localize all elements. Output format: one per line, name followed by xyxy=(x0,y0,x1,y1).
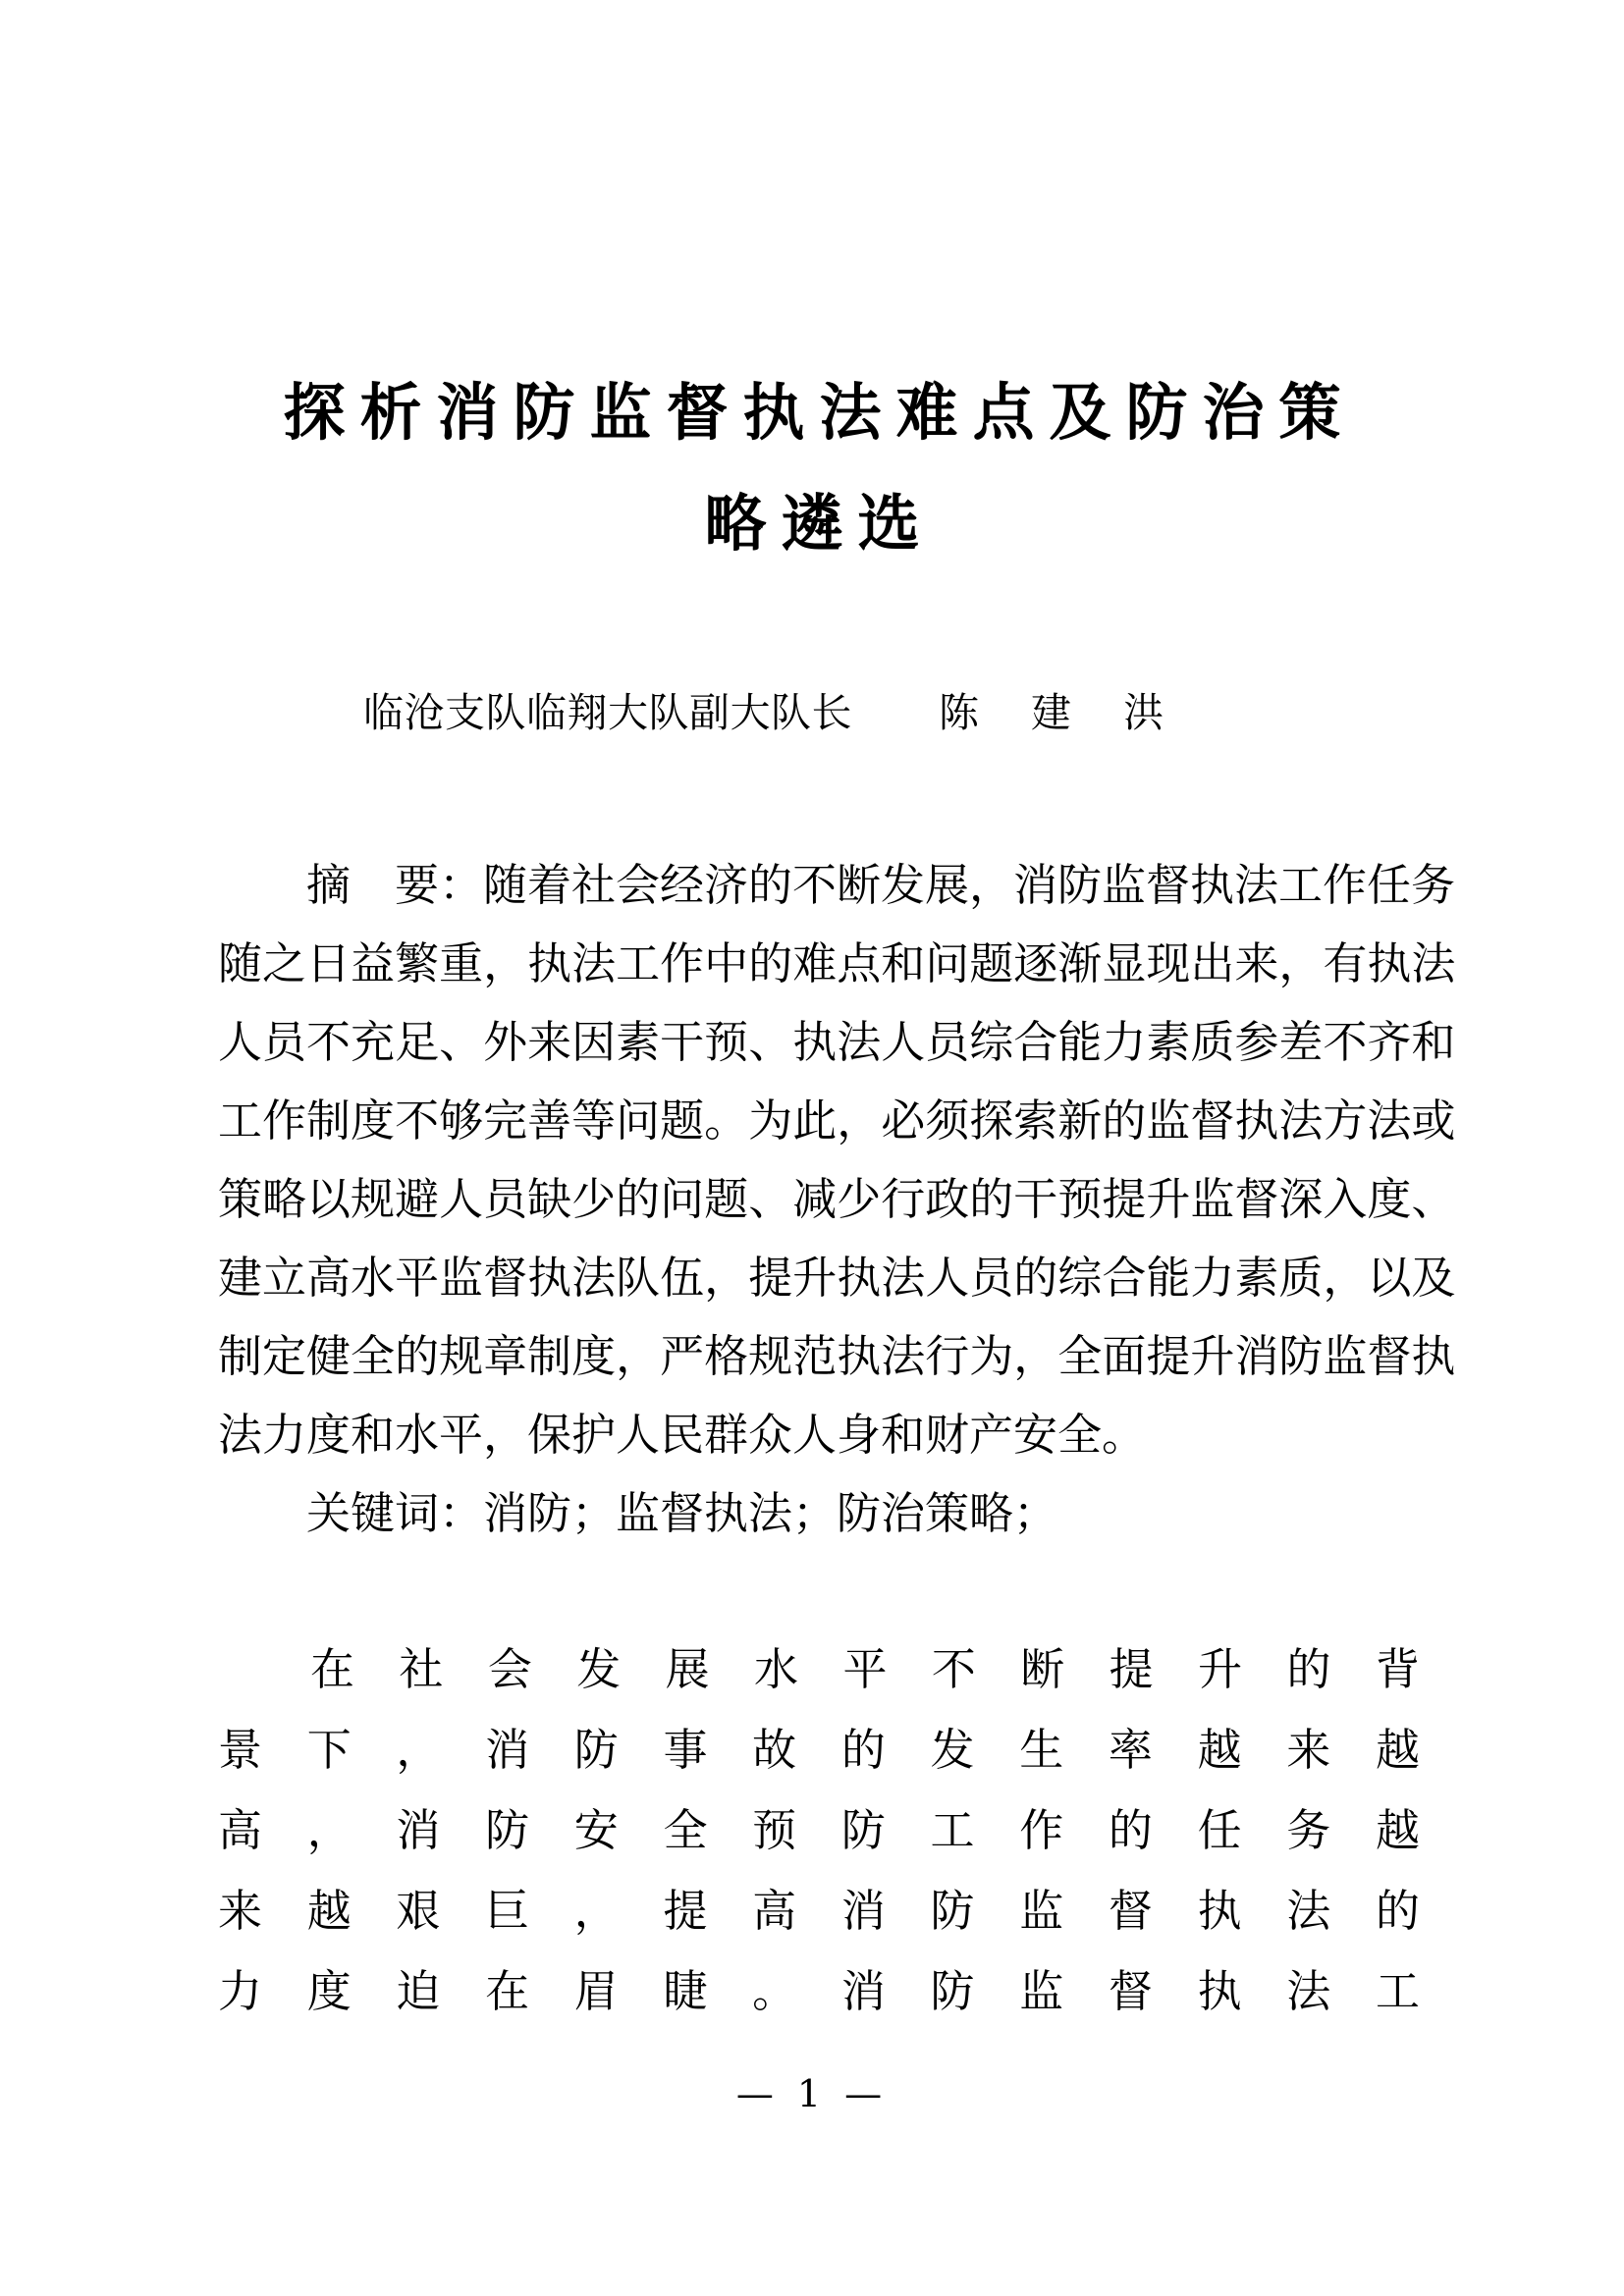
glyph: 或 xyxy=(1411,1095,1456,1147)
glyph: 执 xyxy=(1411,1330,1456,1382)
glyph: 升 xyxy=(1190,1330,1235,1382)
glyph: 充 xyxy=(351,1016,396,1068)
abstract-line xyxy=(218,1239,1456,1317)
glyph: 故 xyxy=(752,1724,797,1776)
glyph: 队 xyxy=(616,1252,661,1304)
glyph: 预 xyxy=(752,1804,797,1856)
glyph: 越 xyxy=(306,1885,352,1937)
glyph: 睫 xyxy=(663,1965,708,2017)
glyph: 制 xyxy=(306,1095,352,1147)
glyph: 、 xyxy=(439,1016,484,1068)
glyph: 能 xyxy=(1146,1252,1191,1304)
glyph: 越 xyxy=(1197,1724,1242,1776)
abstract-line xyxy=(218,925,1456,1003)
glyph: 不 xyxy=(395,1095,440,1147)
glyph: 为 xyxy=(748,1095,793,1147)
glyph: 作 xyxy=(660,937,705,989)
glyph: 眉 xyxy=(573,1965,619,2017)
glyph: 随 xyxy=(218,937,263,989)
glyph: 力 xyxy=(1190,1252,1235,1304)
glyph: ， xyxy=(1323,1252,1368,1304)
glyph: 立 xyxy=(262,1252,307,1304)
glyph: 预 xyxy=(704,1016,749,1068)
glyph: 规 xyxy=(748,1330,793,1382)
glyph: 水 xyxy=(351,1252,396,1304)
glyph: 显 xyxy=(1102,937,1147,989)
glyph: 、 xyxy=(1411,1173,1456,1225)
glyph: 定 xyxy=(262,1330,307,1382)
glyph: 的 xyxy=(1375,1885,1420,1937)
glyph: 法 xyxy=(1286,1885,1331,1937)
glyph: 少 xyxy=(571,1173,617,1225)
page-title xyxy=(0,357,1624,579)
glyph: 题 xyxy=(704,1173,749,1225)
abstract-line xyxy=(218,1160,1456,1239)
glyph: 执 xyxy=(1234,1095,1279,1147)
glyph: 新 xyxy=(1057,1095,1103,1147)
glyph: ， xyxy=(1013,1330,1058,1382)
glyph: 度 xyxy=(351,1095,396,1147)
glyph: 干 xyxy=(660,1016,705,1068)
glyph: 消 xyxy=(840,1965,886,2017)
glyph: 健 xyxy=(306,1330,352,1382)
glyph: 监 xyxy=(1190,1173,1235,1225)
glyph: 素 xyxy=(1146,1016,1191,1068)
glyph: 员 xyxy=(969,1252,1014,1304)
glyph: 法 xyxy=(837,1016,882,1068)
glyph: 安 xyxy=(573,1804,619,1856)
glyph: 法 xyxy=(571,937,617,989)
glyph: ， xyxy=(616,1330,661,1382)
glyph: ， xyxy=(306,1804,352,1856)
glyph: 提 xyxy=(663,1885,708,1937)
glyph: 力 xyxy=(1102,1016,1147,1068)
glyph: 工 xyxy=(616,937,661,989)
keywords-block xyxy=(218,1474,1420,1553)
glyph: 全 xyxy=(1057,1330,1103,1382)
glyph: 此 xyxy=(792,1095,838,1147)
glyph: 监 xyxy=(1019,1885,1064,1937)
glyph: 平 xyxy=(842,1643,888,1695)
glyph: 提 xyxy=(1109,1643,1154,1695)
body-paragraph xyxy=(218,1629,1420,2032)
glyph: 行 xyxy=(881,1173,926,1225)
glyph: 越 xyxy=(1375,1724,1420,1776)
glyph: 监 xyxy=(1323,1330,1368,1382)
glyph: 执 xyxy=(1197,1965,1242,2017)
glyph: 问 xyxy=(925,937,970,989)
title-line-2: 略遴选 xyxy=(704,488,935,561)
glyph: 干 xyxy=(1013,1173,1058,1225)
glyph: 法 xyxy=(571,1252,617,1304)
glyph: 题 xyxy=(969,937,1014,989)
glyph: 不 xyxy=(931,1643,976,1695)
glyph: 督 xyxy=(483,1252,528,1304)
glyph: 法 xyxy=(1411,937,1456,989)
glyph: 执 xyxy=(837,1252,882,1304)
glyph: 和 xyxy=(881,937,926,989)
glyph: 展 xyxy=(665,1643,710,1695)
glyph: ， xyxy=(837,1095,882,1147)
glyph: 任 xyxy=(1197,1804,1242,1856)
glyph: 在 xyxy=(485,1965,530,2017)
body-line xyxy=(218,1790,1420,1871)
glyph: 为 xyxy=(969,1330,1014,1382)
glyph: 提 xyxy=(1102,1173,1147,1225)
glyph: 的 xyxy=(1286,1643,1331,1695)
author-byline xyxy=(218,684,1418,741)
abstract-line: 法力度和水平，保护人民群众人身和财产安全。 xyxy=(218,1409,1147,1461)
glyph: 难 xyxy=(792,937,838,989)
glyph: 迫 xyxy=(396,1965,441,2017)
glyph: 生 xyxy=(1019,1724,1064,1776)
glyph: 防 xyxy=(840,1804,886,1856)
glyph: 问 xyxy=(616,1095,661,1147)
glyph: 范 xyxy=(792,1330,838,1382)
glyph: 日 xyxy=(306,937,352,989)
glyph: 缺 xyxy=(527,1173,572,1225)
glyph: 不 xyxy=(306,1016,352,1068)
glyph: 来 xyxy=(218,1885,263,1937)
glyph: 法 xyxy=(881,1330,926,1382)
author-affiliation: 临沧支队临翔大队副大队长 xyxy=(363,689,852,736)
glyph: 题 xyxy=(660,1095,705,1147)
glyph: 度 xyxy=(571,1330,617,1382)
body-line xyxy=(218,1629,1420,1710)
glyph: 素 xyxy=(616,1016,661,1068)
glyph: ， xyxy=(704,1252,749,1304)
glyph: 作 xyxy=(262,1095,307,1147)
glyph: 执 xyxy=(1197,1885,1242,1937)
glyph: 方 xyxy=(1323,1095,1368,1147)
glyph: 度 xyxy=(1367,1173,1412,1225)
glyph: 艰 xyxy=(396,1885,441,1937)
glyph: 问 xyxy=(660,1173,705,1225)
glyph: 防 xyxy=(1278,1330,1324,1382)
glyph: 督 xyxy=(1108,1885,1153,1937)
glyph: ， xyxy=(573,1885,619,1937)
glyph: 事 xyxy=(663,1724,708,1776)
glyph: 来 xyxy=(1286,1724,1331,1776)
glyph: 监 xyxy=(1019,1965,1064,2017)
glyph: 的 xyxy=(395,1330,440,1382)
body-line xyxy=(218,1951,1420,2032)
glyph: 在 xyxy=(310,1643,355,1695)
glyph: 消 xyxy=(485,1724,530,1776)
glyph: 规 xyxy=(439,1330,484,1382)
glyph: ， xyxy=(1278,937,1324,989)
glyph: 防 xyxy=(573,1724,619,1776)
glyph: 力 xyxy=(218,1965,263,2017)
abstract-line xyxy=(218,1317,1456,1396)
glyph: 制 xyxy=(527,1330,572,1382)
glyph: 执 xyxy=(527,937,572,989)
glyph: 下 xyxy=(306,1724,352,1776)
glyph: 参 xyxy=(1234,1016,1279,1068)
glyph: 差 xyxy=(1278,1016,1324,1068)
glyph: 员 xyxy=(925,1016,970,1068)
glyph: 工 xyxy=(930,1804,975,1856)
glyph: 执 xyxy=(792,1016,838,1068)
glyph: 度 xyxy=(306,1965,352,2017)
glyph: 发 xyxy=(930,1724,975,1776)
glyph: 不 xyxy=(1323,1016,1368,1068)
glyph: 监 xyxy=(1146,1095,1191,1147)
glyph: 消 xyxy=(396,1804,441,1856)
glyph: 质 xyxy=(1190,1016,1235,1068)
glyph: 有 xyxy=(1323,937,1368,989)
glyph: 全 xyxy=(663,1804,708,1856)
glyph: 减 xyxy=(792,1173,838,1225)
glyph: 等 xyxy=(571,1095,617,1147)
glyph: 素 xyxy=(1234,1252,1279,1304)
glyph: 少 xyxy=(837,1173,882,1225)
glyph: 、 xyxy=(748,1016,793,1068)
glyph: 提 xyxy=(748,1252,793,1304)
glyph: 点 xyxy=(837,937,882,989)
glyph: 须 xyxy=(925,1095,970,1147)
glyph: 的 xyxy=(748,937,793,989)
glyph: 的 xyxy=(1013,1252,1058,1304)
glyph: 现 xyxy=(1146,937,1191,989)
glyph: 综 xyxy=(969,1016,1014,1068)
glyph: 质 xyxy=(1278,1252,1324,1304)
glyph: 会 xyxy=(487,1643,532,1695)
glyph: 策 xyxy=(218,1173,263,1225)
glyph: 外 xyxy=(483,1016,528,1068)
glyph: 探 xyxy=(969,1095,1014,1147)
abstract-line xyxy=(218,1082,1456,1160)
glyph: 作 xyxy=(1019,1804,1064,1856)
keywords-line: 关键词：消防；监督执法；防治策略； xyxy=(306,1487,1058,1539)
glyph: 之 xyxy=(262,937,307,989)
glyph: 的 xyxy=(969,1173,1014,1225)
glyph: 法 xyxy=(1367,1095,1412,1147)
glyph: 面 xyxy=(1102,1330,1147,1382)
glyph: 完 xyxy=(483,1095,528,1147)
glyph: 防 xyxy=(930,1965,975,2017)
glyph: 以 xyxy=(1367,1252,1412,1304)
abstract-line: 摘 要：随着社会经济的不断发展，消防监督执法工作任务 xyxy=(306,859,1456,911)
glyph: 的 xyxy=(616,1173,661,1225)
abstract-line xyxy=(218,1003,1456,1082)
glyph: 来 xyxy=(527,1016,572,1068)
glyph: 人 xyxy=(925,1252,970,1304)
glyph: 工 xyxy=(218,1095,263,1147)
glyph: 益 xyxy=(351,937,396,989)
glyph: 高 xyxy=(306,1252,352,1304)
body-line xyxy=(218,1871,1420,1951)
glyph: 格 xyxy=(704,1330,749,1382)
glyph: 够 xyxy=(439,1095,484,1147)
glyph: 率 xyxy=(1108,1724,1153,1776)
glyph: 来 xyxy=(1234,937,1279,989)
glyph: 员 xyxy=(483,1173,528,1225)
glyph: 消 xyxy=(1234,1330,1279,1382)
glyph: 高 xyxy=(752,1885,797,1937)
glyph: 避 xyxy=(395,1173,440,1225)
glyph: 略 xyxy=(262,1173,307,1225)
glyph: ， xyxy=(396,1724,441,1776)
glyph: 人 xyxy=(439,1173,484,1225)
glyph: 伍 xyxy=(660,1252,705,1304)
glyph: 制 xyxy=(218,1330,263,1382)
glyph: 和 xyxy=(1411,1016,1456,1068)
glyph: 法 xyxy=(1278,1095,1324,1147)
glyph: 执 xyxy=(527,1252,572,1304)
glyph: 繁 xyxy=(395,937,440,989)
glyph: 重 xyxy=(439,937,484,989)
glyph: 越 xyxy=(1375,1804,1420,1856)
glyph: 高 xyxy=(218,1804,263,1856)
glyph: 必 xyxy=(881,1095,926,1147)
body-line xyxy=(218,1710,1420,1790)
glyph: 人 xyxy=(881,1016,926,1068)
glyph: 严 xyxy=(660,1330,705,1382)
glyph: 足 xyxy=(395,1016,440,1068)
glyph: ， xyxy=(483,937,528,989)
glyph: 。 xyxy=(704,1095,749,1147)
glyph: 升 xyxy=(1146,1173,1191,1225)
glyph: 监 xyxy=(439,1252,484,1304)
glyph: 防 xyxy=(485,1804,530,1856)
glyph: 景 xyxy=(218,1724,263,1776)
glyph: 平 xyxy=(395,1252,440,1304)
glyph: 合 xyxy=(1102,1252,1147,1304)
page-number: — 1 — xyxy=(735,2072,889,2115)
glyph: 及 xyxy=(1411,1252,1456,1304)
glyph: 章 xyxy=(483,1330,528,1382)
glyph: 善 xyxy=(527,1095,572,1147)
glyph: 能 xyxy=(1057,1016,1103,1068)
glyph: 工 xyxy=(1375,1965,1420,2017)
glyph: 督 xyxy=(1367,1330,1412,1382)
glyph: 的 xyxy=(1108,1804,1153,1856)
glyph: 督 xyxy=(1234,1173,1279,1225)
glyph: 规 xyxy=(351,1173,396,1225)
glyph: 合 xyxy=(1013,1016,1058,1068)
glyph: 社 xyxy=(399,1643,444,1695)
glyph: 行 xyxy=(925,1330,970,1382)
glyph: 提 xyxy=(1146,1330,1191,1382)
glyph: 预 xyxy=(1057,1173,1103,1225)
glyph: 员 xyxy=(262,1016,307,1068)
glyph: 防 xyxy=(930,1885,975,1937)
glyph: 执 xyxy=(837,1330,882,1382)
glyph: 升 xyxy=(1198,1643,1243,1695)
glyph: 升 xyxy=(792,1252,838,1304)
glyph: 务 xyxy=(1286,1804,1331,1856)
glyph: 入 xyxy=(1323,1173,1368,1225)
glyph: 全 xyxy=(351,1330,396,1382)
title-line-1: 探析消防监督执法难点及防治策 xyxy=(283,377,1356,450)
glyph: 。 xyxy=(752,1965,797,2017)
glyph: 背 xyxy=(1375,1643,1420,1695)
glyph: 以 xyxy=(306,1173,352,1225)
abstract-block xyxy=(218,846,1456,1474)
glyph: 中 xyxy=(704,937,749,989)
glyph: 断 xyxy=(1020,1643,1065,1695)
glyph: 督 xyxy=(1108,1965,1153,2017)
glyph: 执 xyxy=(1367,937,1412,989)
glyph: 政 xyxy=(925,1173,970,1225)
glyph: 人 xyxy=(218,1016,263,1068)
glyph: 法 xyxy=(1286,1965,1331,2017)
glyph: 出 xyxy=(1190,937,1235,989)
glyph: 督 xyxy=(1190,1095,1235,1147)
glyph: 建 xyxy=(218,1252,263,1304)
glyph: 深 xyxy=(1278,1173,1324,1225)
author-name: 陈 建 洪 xyxy=(939,689,1184,736)
glyph: 消 xyxy=(840,1885,886,1937)
glyph: 的 xyxy=(840,1724,886,1776)
glyph: 逐 xyxy=(1013,937,1058,989)
glyph: 发 xyxy=(576,1643,622,1695)
glyph: 水 xyxy=(754,1643,799,1695)
glyph: 、 xyxy=(748,1173,793,1225)
glyph: 法 xyxy=(881,1252,926,1304)
glyph: 综 xyxy=(1057,1252,1103,1304)
glyph: 巨 xyxy=(485,1885,530,1937)
glyph: 的 xyxy=(1102,1095,1147,1147)
glyph: 因 xyxy=(571,1016,617,1068)
glyph: 齐 xyxy=(1367,1016,1412,1068)
glyph: 渐 xyxy=(1057,937,1103,989)
glyph: 索 xyxy=(1013,1095,1058,1147)
